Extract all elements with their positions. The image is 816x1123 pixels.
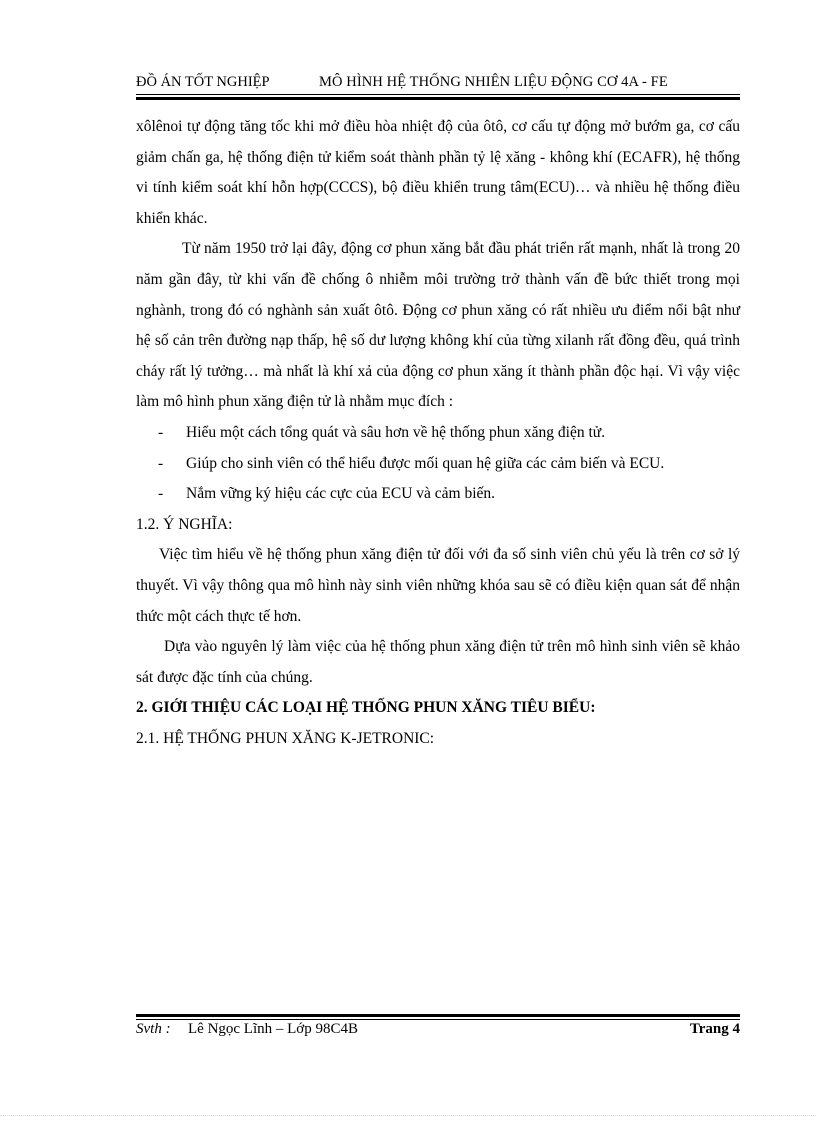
document-body xyxy=(136,112,740,754)
page-header xyxy=(136,74,740,96)
header-rule-thick xyxy=(136,97,740,100)
footer-rule-thick xyxy=(136,1014,740,1017)
header-left-title: ĐỒ ÁN TỐT NGHIỆP xyxy=(136,74,270,90)
header-right-title: MÔ HÌNH HỆ THỐNG NHIÊN LIỆU ĐỘNG CƠ 4A - FE xyxy=(319,74,668,90)
footer-author: Lê Ngọc Lĩnh – Lớp 98C4B xyxy=(188,1021,358,1037)
bullet-item-1 xyxy=(136,418,740,449)
header-rule-thin xyxy=(136,94,740,95)
bullet-text: Giúp cho sinh viên có thể hiểu được mối quan hệ giữa các cảm biến và ECU. xyxy=(186,454,665,472)
bullet-item-3 xyxy=(136,479,740,510)
page-footer xyxy=(136,1021,740,1043)
bullet-text: Hiểu một cách tổng quát và sâu hơn về hệ thống phun xăng điện tử. xyxy=(186,423,606,441)
page-edge-divider xyxy=(0,1115,816,1117)
footer-svth-label: Svth : xyxy=(136,1021,171,1037)
footer-rule-thin xyxy=(136,1019,740,1020)
bullet-dash: - xyxy=(158,454,164,472)
paragraph-1: xôlênoi tự động tăng tốc khi mở điều hòa nhiệt độ của ôtô, cơ cấu tự động mở bướm ga, cơ cấu giảm chấn ga, hệ thống điện tử kiểm soát thành phần tỷ lệ xăng - không khí (ECAFR), hệ thống vi tính kiểm soát khí hỗn hợp(CCCS), bộ điều khiển trung tâm(ECU)… và nhiều hệ thống điều khiển khác. xyxy=(136,118,740,227)
heading-2: 2. GIỚI THIỆU CÁC LOẠI HỆ THỐNG PHUN XĂNG TIÊU BIỂU: xyxy=(136,699,596,717)
bullet-dash: - xyxy=(158,485,164,503)
bullet-item-2 xyxy=(136,449,740,480)
bullet-dash: - xyxy=(158,423,164,441)
footer-page-number: Trang 4 xyxy=(689,1021,740,1037)
paragraph-3: Việc tìm hiểu về hệ thống phun xăng điện tử đối với đa số sinh viên chủ yếu là trên cơ sở lý thuyết. Vì vậy thông qua mô hình này sinh viên những khóa sau sẽ có điều kiện quan sát để nhận thức một cách thực tế hơn. xyxy=(136,546,740,625)
heading-2-1: 2.1. HỆ THỐNG PHUN XĂNG K-JETRONIC: xyxy=(136,729,435,747)
paragraph-2: Từ năm 1950 trở lại đây, động cơ phun xăng bắt đầu phát triển rất mạnh, nhất là trong 20 năm gần đây, từ khi vấn đề chống ô nhiễm môi trường trở thành vấn đề bức thiết trong mọi nghành, trong đó có nghành sản xuất ôtô. Động cơ phun xăng có rất nhiều ưu điểm nổi bật như hệ số cản trên đường nạp thấp, hệ số dư lượng không khí của từng xilanh rất đồng đều, quá trình cháy rất lý tưởng… mà nhất là khí xả của động cơ phun xăng ít thành phần độc hại. Vì vậy việc làm mô hình phun xăng điện tử là nhằm mục đích : xyxy=(136,240,740,411)
paragraph-4: Dựa vào nguyên lý làm việc của hệ thống phun xăng điện tử trên mô hình sinh viên sẽ khảo sát được đặc tính của chúng. xyxy=(136,638,740,686)
bullet-text: Nắm vững ký hiệu các cực của ECU và cảm biến. xyxy=(186,485,496,503)
heading-1-2: 1.2. Ý NGHĨA: xyxy=(136,515,233,533)
